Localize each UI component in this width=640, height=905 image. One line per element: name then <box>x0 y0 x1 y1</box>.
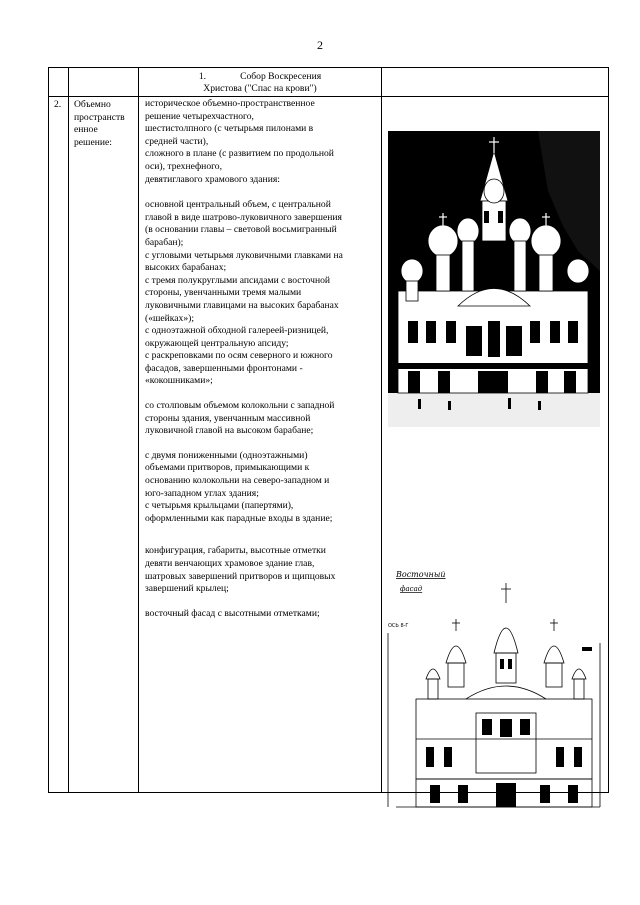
text-line: юго-западном углах здания; <box>145 487 259 499</box>
text-line: оформленными как парадные входы в здание; <box>145 512 333 524</box>
text-line: решение четырехчастного, <box>145 110 254 122</box>
table-row <box>49 97 609 793</box>
page-number: 2 <box>317 38 323 52</box>
text-line: барабан); <box>145 236 184 248</box>
text-line: шатровых завершений притворов и щипцовых <box>145 570 336 582</box>
header-title-line2: Христова ("Спас на крови") <box>203 83 317 94</box>
text-line: объемами притворов, примыкающими к <box>145 462 310 474</box>
text-line: луковичной главой на высоком барабане; <box>145 425 314 437</box>
text-line: стороны здания, увенчанным массивной <box>145 412 311 424</box>
text-line: («шейках»); <box>145 312 194 324</box>
text-line: основной центральный объем, с центральной <box>145 199 331 211</box>
drawing-title-line2: фасад <box>400 585 423 593</box>
text-line: оси), трехнефного, <box>145 160 223 172</box>
label-line: пространств <box>74 111 125 123</box>
header-title-cell <box>139 68 382 97</box>
text-line: с одноэтажной обходной галереей-ризницей, <box>145 325 329 337</box>
text-line: (в основании главы – световой восьмигранный <box>145 224 337 236</box>
text-line: со столповым объемом колокольни с западной <box>145 400 335 412</box>
cathedral-photo <box>388 131 600 427</box>
east-facade-drawing <box>386 563 602 825</box>
block-4 <box>145 450 381 526</box>
heritage-table <box>48 67 609 793</box>
text-line: девятиглавого храмового здания: <box>145 173 280 185</box>
text-line: девяти венчающих храмовое здание глав, <box>145 558 315 569</box>
text-line: главой в виде шатрово-луковичного завершения <box>145 211 342 223</box>
text-line: окружающей центральную апсиду; <box>145 337 289 349</box>
table-header-row <box>49 68 609 97</box>
header-empty-cell-3 <box>382 68 609 97</box>
text-line: с раскреповками по осям северного и южного <box>145 350 333 362</box>
text-line: конфигурация, габариты, высотные отметки <box>145 545 326 557</box>
text-line: основанию колокольни на северо-западном и <box>145 475 330 487</box>
text-line: сложного в плане (с развитием по продольной <box>145 148 334 160</box>
drawing-title-line1: Восточный <box>396 570 446 579</box>
text-line: луковичными главицами на высоких барабанах <box>145 299 339 311</box>
label-line: Объемно <box>74 99 111 110</box>
header-empty-cell-2 <box>69 68 139 97</box>
text-line: с четырьмя крыльцами (папертями), <box>145 500 294 512</box>
illustration-cell <box>382 97 609 793</box>
text-line: с тремя полукруглыми апсидами с восточной <box>145 274 331 286</box>
text-line: стороны, увенчанными тремя малыми <box>145 287 302 299</box>
text-line: «кокошниками»; <box>145 375 213 387</box>
text-line: завершений крылец; <box>145 583 229 595</box>
header-index: 1. <box>198 71 207 82</box>
header-title-line1: Собор Воскресения <box>240 71 322 82</box>
label-line: решение: <box>74 136 112 148</box>
block-3 <box>145 400 381 438</box>
block-1 <box>145 98 381 186</box>
block-2 <box>145 199 381 388</box>
block-5 <box>145 545 381 595</box>
drawing-axis-label: ОСЬ 8-Г <box>388 623 409 629</box>
text-line: с угловыми четырьмя луковичными главками на <box>145 249 343 261</box>
text-line: историческое объемно-пространственное <box>145 98 315 109</box>
row-number: 2. <box>49 97 69 793</box>
text-line: средней части), <box>145 135 209 147</box>
text-line: фасадов, завершенными фронтонами - <box>145 362 303 374</box>
header-empty-cell-1 <box>49 68 69 97</box>
description-cell <box>139 97 382 793</box>
block-6 <box>145 608 381 621</box>
text-line: высоких барабанах; <box>145 262 227 274</box>
row-label <box>69 97 139 793</box>
text-line: шестистолпного (с четырьмя пилонами в <box>145 123 314 135</box>
label-line: енное <box>74 124 98 136</box>
text-line: с двумя пониженными (одноэтажными) <box>145 449 308 461</box>
text-line: восточный фасад с высотными отметками; <box>145 607 320 619</box>
